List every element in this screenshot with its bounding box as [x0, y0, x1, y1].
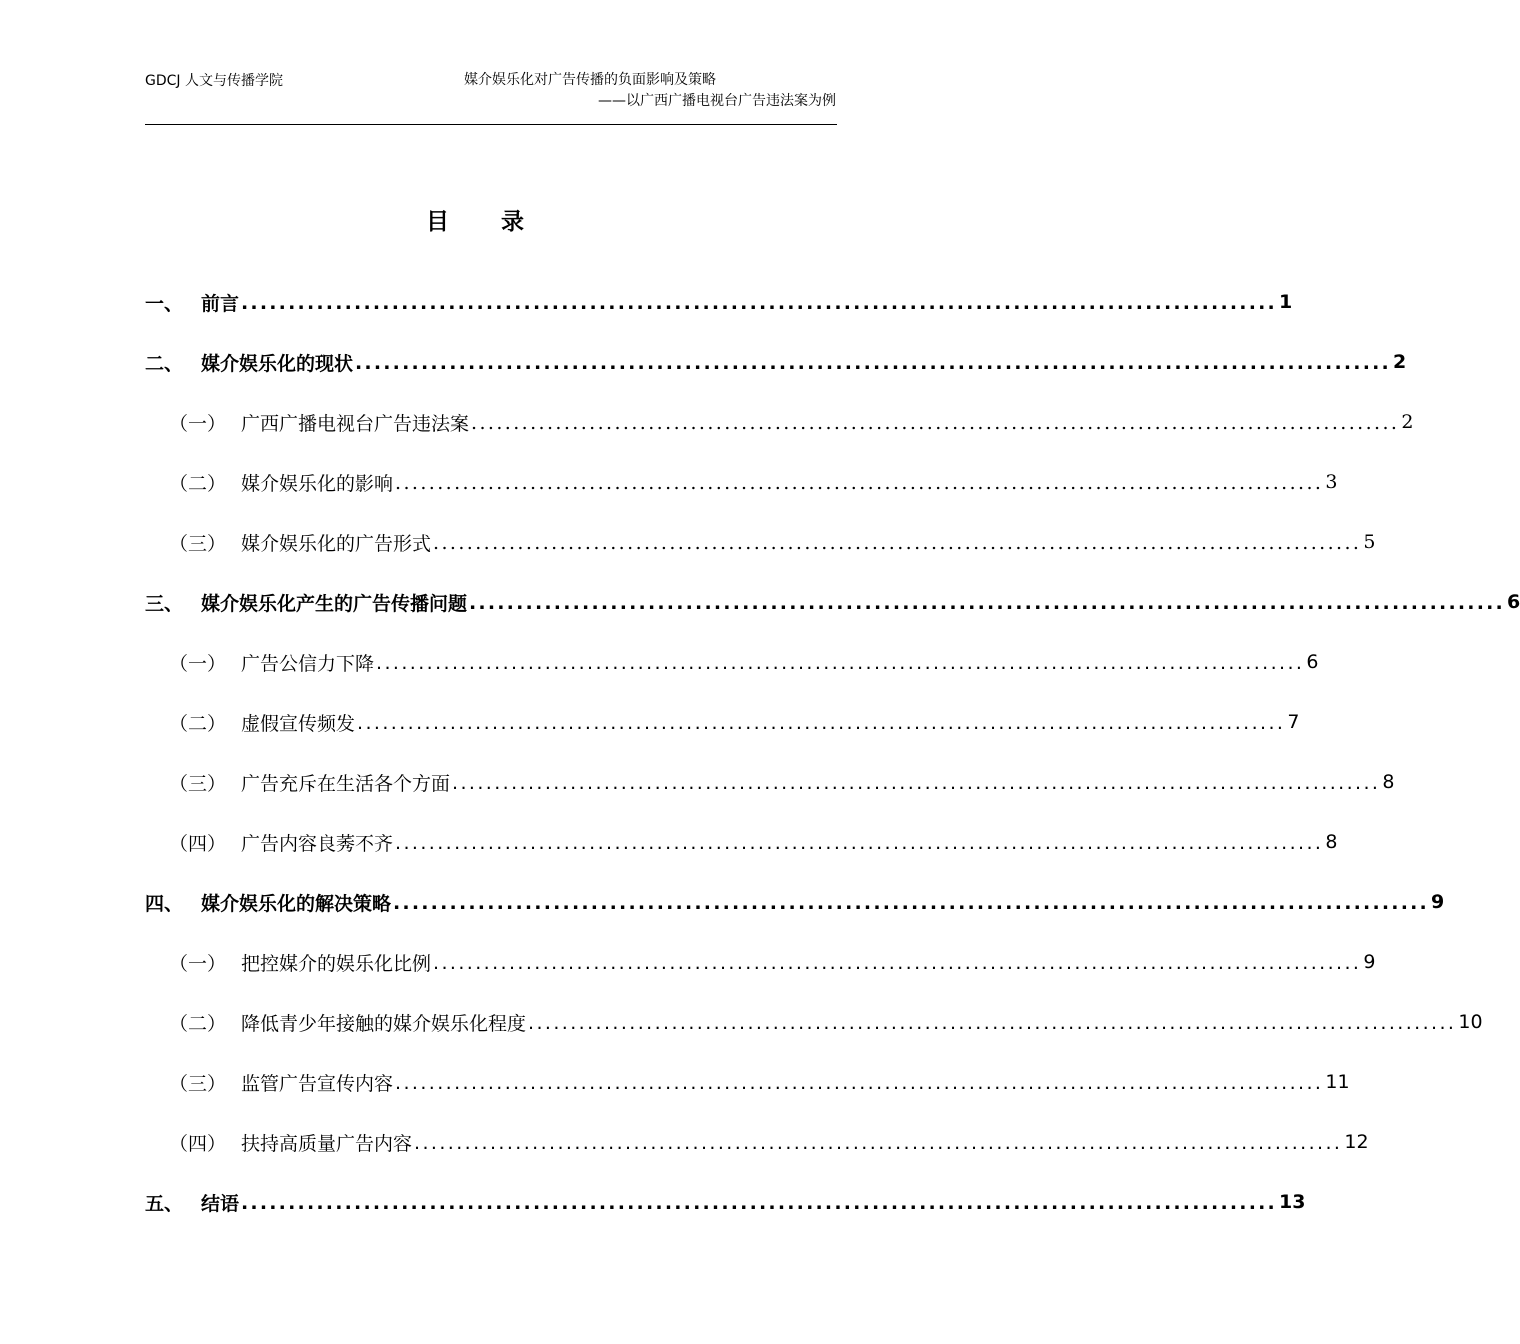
toc-title: 目录 [426, 209, 576, 235]
toc-entry-page: 7 [1287, 711, 1300, 733]
toc-entry-page: 3 [1325, 471, 1338, 493]
toc-entry-page: 9 [1430, 891, 1445, 913]
toc-entry-label: 媒介娱乐化的现状 [201, 352, 354, 375]
toc-entry-number: 四、 [145, 892, 184, 915]
toc-entry-label: 广告充斥在生活各个方面 [241, 772, 451, 795]
toc-entry-number: （二） [169, 712, 227, 735]
toc-entry-number: 五、 [145, 1192, 184, 1215]
toc-entry-number: （三） [169, 772, 227, 795]
header-school-name: GDCJ 人文与传播学院 [145, 73, 283, 89]
toc-entry-number: 二、 [145, 352, 184, 375]
toc-dot-leader: .............................................................................................................. [433, 532, 1362, 554]
toc-entry-label: 媒介娱乐化的解决策略 [201, 892, 392, 915]
header-paper-title [456, 70, 836, 112]
toc-entry-page: 12 [1344, 1131, 1369, 1153]
toc-dot-leader: .............................................................................................................. [395, 832, 1324, 854]
toc-dot-leader: .............................................................................................................. [395, 472, 1324, 494]
toc-entry-2[interactable] [145, 342, 1407, 382]
toc-entry-page: 5 [1363, 531, 1376, 553]
toc-entry-number: 一、 [145, 292, 184, 315]
toc-dot-leader: .............................................................................................................. [414, 1132, 1343, 1154]
toc-entry-2-3[interactable] [145, 522, 1376, 562]
toc-entry-label: 把控媒介的娱乐化比例 [241, 952, 432, 975]
toc-entry-label: 媒介娱乐化产生的广告传播问题 [201, 592, 468, 615]
toc-entry-label: 虚假宣传频发 [241, 712, 356, 735]
toc-entry-page: 2 [1392, 351, 1407, 373]
header-divider [145, 124, 837, 125]
toc-entry-3-1[interactable] [145, 642, 1319, 682]
toc-entry-2-2[interactable] [145, 462, 1338, 502]
header-title-line1: 媒介娱乐化对广告传播的负面影响及策略 [464, 72, 716, 88]
toc-entry-3-2[interactable] [145, 702, 1300, 742]
toc-entry-1[interactable] [145, 282, 1293, 322]
toc-entry-number: （二） [169, 472, 227, 495]
toc-dot-leader: .............................................................................................................. [395, 1072, 1324, 1094]
toc-entry-number: （四） [169, 832, 227, 855]
toc-dot-leader: .............................................................................................................. [241, 1192, 1277, 1214]
toc-entry-page: 13 [1278, 1191, 1306, 1213]
toc-entry-label: 前言 [201, 292, 240, 315]
toc-entry-page: 6 [1506, 591, 1520, 613]
toc-entry-page: 2 [1401, 411, 1414, 433]
toc-entry-label: 媒介娱乐化的广告形式 [241, 532, 432, 555]
header-title-line2: ——以广西广播电视台广告违法案为例 [598, 93, 836, 109]
toc-entry-label: 广西广播电视台广告违法案 [241, 412, 470, 435]
toc-entry-page: 8 [1325, 831, 1338, 853]
toc-entry-page: 9 [1363, 951, 1376, 973]
toc-entry-number: （四） [169, 1132, 227, 1155]
toc-entry-4-2[interactable] [145, 1002, 1483, 1042]
toc-entry-page: 11 [1325, 1071, 1350, 1093]
toc-entry-4-3[interactable] [145, 1062, 1350, 1102]
toc-entry-number: （三） [169, 532, 227, 555]
toc-entry-4[interactable] [145, 882, 1445, 922]
toc-entry-label: 降低青少年接触的媒介娱乐化程度 [241, 1012, 527, 1035]
toc-entry-label: 广告内容良莠不齐 [241, 832, 394, 855]
toc-dot-leader: .............................................................................................................. [357, 712, 1286, 734]
toc-dot-leader: .............................................................................................................. [471, 412, 1400, 434]
toc-entry-page: 8 [1382, 771, 1395, 793]
toc-entry-number: （二） [169, 1012, 227, 1035]
toc-entry-label: 扶持高质量广告内容 [241, 1132, 413, 1155]
toc-entry-number: （三） [169, 1072, 227, 1095]
toc-entry-number: （一） [169, 952, 227, 975]
toc-dot-leader: .............................................................................................................. [469, 592, 1505, 614]
toc-dot-leader: .............................................................................................................. [452, 772, 1381, 794]
toc-entry-3[interactable] [145, 582, 1520, 622]
toc-entry-number: （一） [169, 412, 227, 435]
toc-entry-2-1[interactable] [145, 402, 1414, 442]
toc-entry-number: 三、 [145, 592, 184, 615]
toc-entry-page: 1 [1278, 291, 1293, 313]
toc-entry-number: （一） [169, 652, 227, 675]
toc-dot-leader: .............................................................................................................. [355, 352, 1391, 374]
toc-dot-leader: .............................................................................................................. [241, 292, 1277, 314]
toc-entry-4-4[interactable] [145, 1122, 1369, 1162]
toc-dot-leader: .............................................................................................................. [376, 652, 1305, 674]
toc-entry-label: 监管广告宣传内容 [241, 1072, 394, 1095]
toc-entry-5[interactable] [145, 1182, 1306, 1222]
toc-dot-leader: .............................................................................................................. [528, 1012, 1457, 1034]
toc-dot-leader: .............................................................................................................. [433, 952, 1362, 974]
toc-entry-4-1[interactable] [145, 942, 1376, 982]
toc-entry-3-4[interactable] [145, 822, 1338, 862]
toc-entry-label: 广告公信力下降 [241, 652, 375, 675]
toc-entry-page: 10 [1458, 1011, 1483, 1033]
toc-entry-3-3[interactable] [145, 762, 1395, 802]
toc-entry-page: 6 [1306, 651, 1319, 673]
toc-entry-label: 媒介娱乐化的影响 [241, 472, 394, 495]
toc-dot-leader: .............................................................................................................. [393, 892, 1429, 914]
toc-entry-label: 结语 [201, 1192, 240, 1215]
